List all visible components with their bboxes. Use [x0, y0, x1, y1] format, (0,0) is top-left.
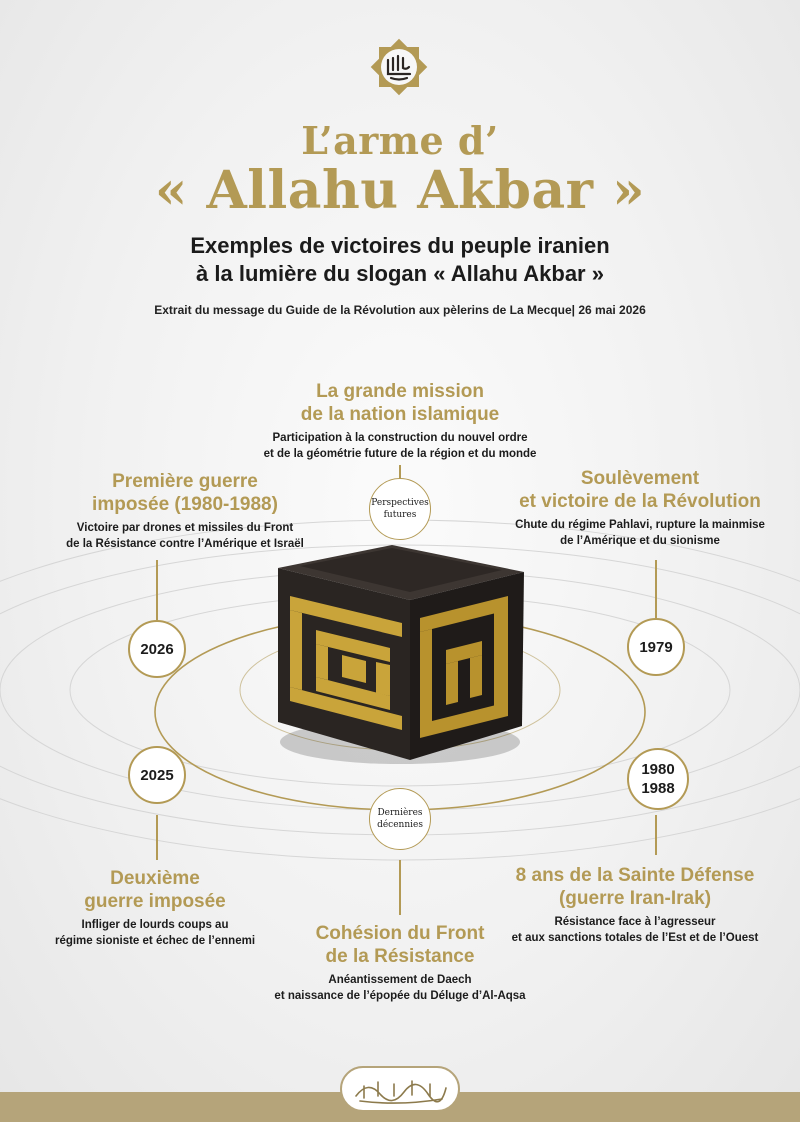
section-mission-title: La grande mission de la nation islamique: [300, 381, 500, 425]
year-badge-1980-1988: 1980 1988: [627, 748, 689, 810]
section-mission: [200, 380, 600, 462]
section-premiere-title: Première guerre imposée (1980-1988): [92, 471, 278, 515]
section-deuxieme-title: Deuxième guerre imposée: [84, 868, 226, 912]
section-premiere-desc: Victoire par drones et missiles du Front de la Résistance contre l’Amérique et Israël: [66, 522, 304, 550]
tag-dernieres: Dernières décennies: [369, 788, 431, 850]
title-line1: L’arme d’: [301, 118, 499, 163]
section-premiere: [40, 470, 330, 552]
calligraphic-signature-icon: [342, 1068, 458, 1110]
section-soulevement: [490, 467, 790, 549]
subtitle-line2: à la lumière du slogan « Allahu Akbar »: [196, 261, 604, 286]
section-defense-title: 8 ans de la Sainte Défense (guerre Iran-Irak): [515, 865, 755, 909]
year-badge-2026: 2026: [128, 620, 186, 678]
subtitle: [0, 232, 800, 288]
kaaba-cube-icon: [278, 545, 524, 760]
section-soulevement-desc: Chute du régime Pahlavi, rupture la mainmise de l’Amérique et du sionisme: [515, 519, 765, 547]
section-mission-desc: Participation à la construction du nouvel ordre et de la géométrie future de la région et du monde: [263, 432, 537, 460]
section-deuxieme-desc: Infliger de lourds coups au régime sioniste et échec de l’ennemi: [54, 919, 256, 947]
section-cohesion-desc: Anéantissement de Daech et naissance de l’épopée du Déluge d’Al-Aqsa: [274, 974, 526, 1002]
source-note: Extrait du message du Guide de la Révolution aux pèlerins de La Mecque| 26 mai 2026: [154, 303, 646, 317]
allahu-akbar-emblem-icon: [366, 34, 432, 100]
tag-perspectives: Perspectives futures: [369, 478, 431, 540]
year-badge-1979: 1979: [627, 618, 685, 676]
subtitle-line1: Exemples de victoires du peuple iranien: [190, 233, 610, 258]
section-defense-desc: Résistance face à l’agresseur et aux sanctions totales de l’Est et de l’Ouest: [511, 916, 759, 944]
title-line2: « Allahu Akbar »: [154, 160, 646, 221]
section-cohesion-title: Cohésion du Front de la Résistance: [315, 923, 485, 967]
footer-badge: [340, 1066, 460, 1112]
section-soulevement-title: Soulèvement et victoire de la Révolution: [519, 468, 761, 512]
section-defense: [490, 864, 780, 946]
year-badge-2025: 2025: [128, 746, 186, 804]
